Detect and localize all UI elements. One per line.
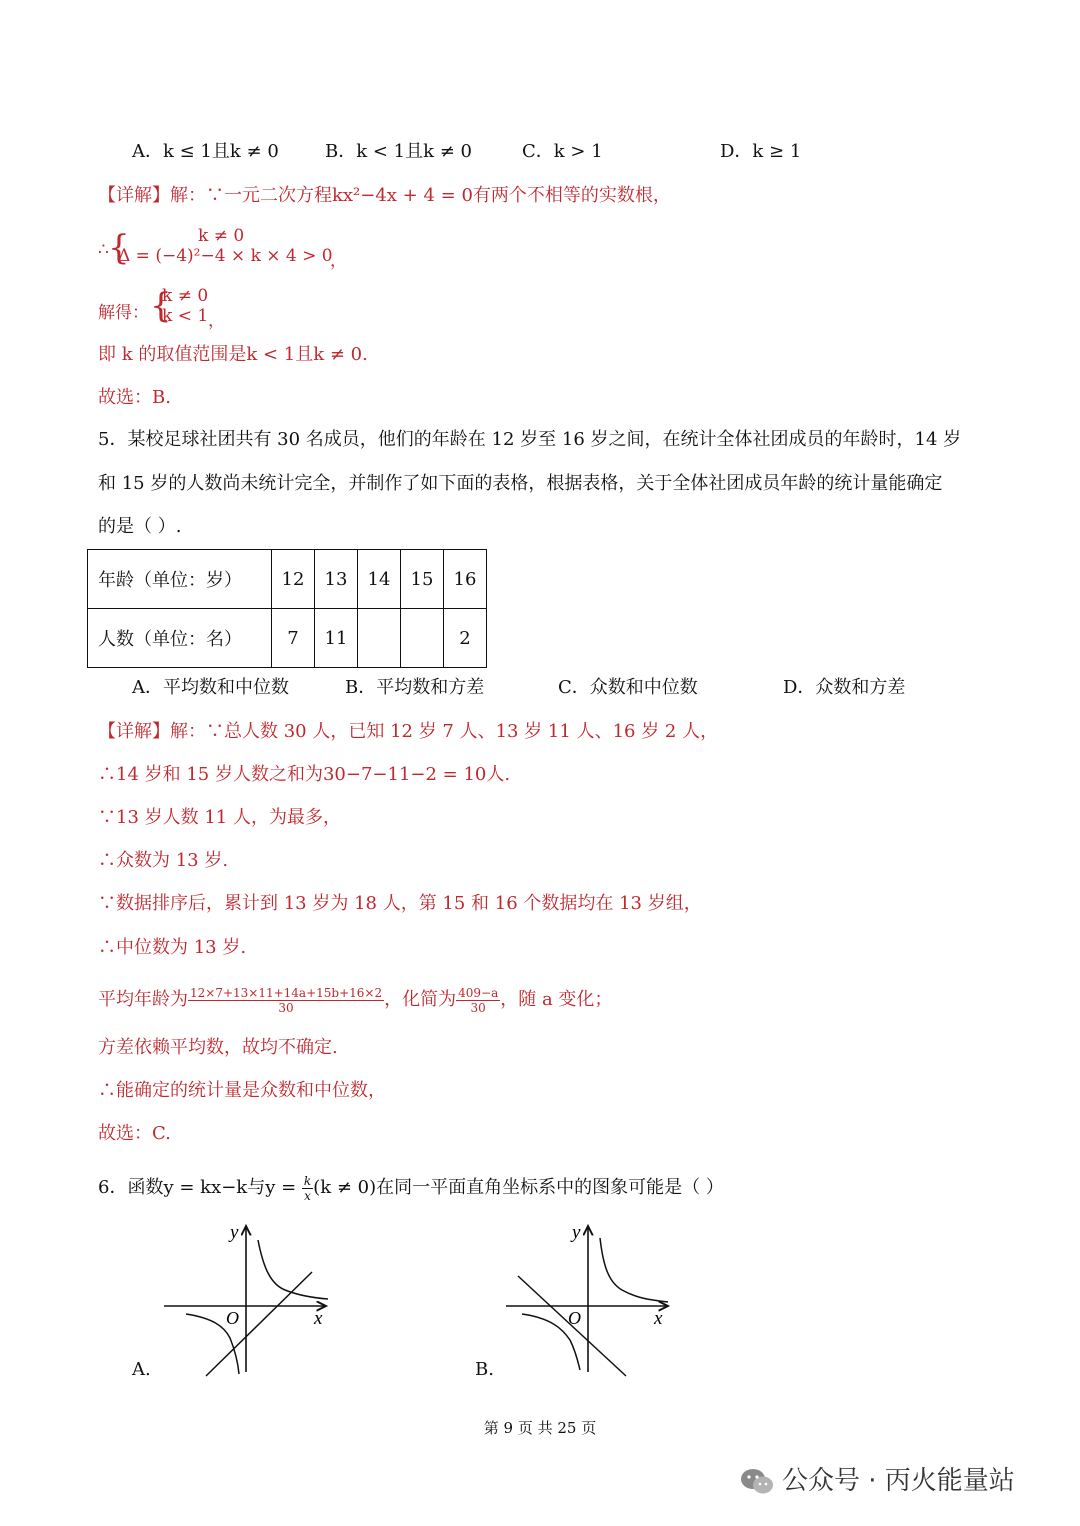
table-header-count: 人数（单位：名）: [88, 609, 272, 668]
graph-a-label: A.: [132, 1359, 151, 1380]
table-row: [88, 609, 487, 668]
q4-option-b: B．k < 1且k ≠ 0: [325, 141, 472, 162]
page-footer: 第 9 页 共 25 页: [483, 1419, 597, 1437]
q5-option-b: B．平均数和方差: [345, 677, 485, 698]
origin-label: O: [226, 1308, 239, 1328]
table-header-age: 年龄（单位：岁）: [88, 550, 272, 609]
x-label: x: [654, 1308, 663, 1329]
q5-table: [87, 549, 487, 668]
q5-solution-line4: ∴众数为 13 岁.: [98, 850, 229, 871]
x-label: x: [314, 1308, 323, 1329]
graph-b: [492, 1218, 712, 1388]
q4-solution-line1: 【详解】解：∵一元二次方程kx²−4x + 4 = 0有两个不相等的实数根，: [98, 185, 671, 206]
q5-solution-line9: ∴能确定的统计量是众数和中位数，: [98, 1080, 386, 1101]
table-cell: 7: [272, 609, 315, 668]
table-cell: [401, 609, 444, 668]
table-cell: 13: [315, 550, 358, 609]
graph-b-label: B.: [475, 1359, 494, 1380]
q4-option-d: D．k ≥ 1: [720, 141, 802, 162]
q6-stem: 6．函数y = kx−k与y = $\frac{k}{x}$ (k ≠ 0)在同一平面直角坐标系中的图象可能是（ ）: [98, 1173, 724, 1203]
table-row: [88, 550, 487, 609]
fraction: $\frac{12\times 7+13\times 11+14a+15b+16\times 2}{30}$: [190, 985, 383, 1015]
table-cell: [358, 609, 401, 668]
table-cell: 14: [358, 550, 401, 609]
y-label: y: [230, 1222, 239, 1243]
q4-solution-line5: 故选：B.: [98, 387, 171, 408]
table-cell: 11: [315, 609, 358, 668]
q5-solution-line6: ∴中位数为 13 岁.: [98, 937, 247, 958]
q4-option-c: C．k > 1: [522, 141, 603, 162]
q5-solution-line8: 方差依赖平均数，故均不确定.: [98, 1037, 338, 1058]
q5-stem-line1: 5．某校足球社团共有 30 名成员，他们的年龄在 12 岁至 16 岁之间，在统计全体社团成员的年龄时，14 岁: [98, 429, 962, 450]
y-label: y: [572, 1222, 581, 1243]
q4-solution-line4: 即 k 的取值范围是k < 1且k ≠ 0.: [98, 344, 368, 365]
line-graph: [206, 1272, 312, 1376]
solution-tag: 【详解】: [98, 721, 170, 742]
q5-solution-line10: 故选：C.: [98, 1123, 171, 1144]
graph-a: [150, 1218, 370, 1388]
q5-option-c: C．众数和中位数: [558, 677, 698, 698]
q5-option-a: A．平均数和中位数: [132, 677, 289, 698]
table-cell: 2: [444, 609, 487, 668]
solution-tag: 【详解】: [98, 185, 170, 206]
q5-stem-line3: 的是（ ）.: [98, 516, 182, 537]
wechat-icon: [740, 1468, 774, 1496]
q4-option-a: A．k ≤ 1且k ≠ 0: [132, 141, 279, 162]
hyperbola-branch: [600, 1238, 668, 1302]
q5-solution-line2: ∴14 岁和 15 岁人数之和为30−7−11−2 = 10人.: [98, 764, 511, 785]
q5-stem-line2: 和 15 岁的人数尚未统计完全，并制作了如下面的表格，根据表格，关于全体社团成员年龄的统计量能确定: [98, 473, 943, 494]
left-brace: {: [108, 228, 130, 268]
q5-solution-line7: 平均年龄为 $\frac{12\times 7+13\times 11+14a+15b+16\times 2}{30}$ ，化简为 $\frac{409-a}{30}$ ，随 a 变化；: [98, 985, 613, 1015]
table-cell: 16: [444, 550, 487, 609]
q5-solution-line3: ∵13 岁人数 11 人，为最多，: [98, 807, 341, 828]
fraction: $\frac{409-a}{30}$: [458, 985, 499, 1015]
table-cell: 12: [272, 550, 315, 609]
origin-label: O: [568, 1308, 581, 1328]
q5-option-d: D．众数和方差: [783, 677, 906, 698]
fraction: $\frac{k}{x}$: [303, 1173, 312, 1203]
table-cell: 15: [401, 550, 444, 609]
q5-solution-line1: 【详解】解：∵总人数 30 人，已知 12 岁 7 人、13 岁 11 人、16 岁 2 人，: [98, 721, 719, 742]
q5-solution-line5: ∵数据排序后，累计到 13 岁为 18 人，第 15 和 16 个数据均在 13 岁组，: [98, 893, 702, 914]
watermark: 公众号 · 丙火能量站: [740, 1460, 1015, 1497]
left-brace: {: [150, 286, 172, 326]
